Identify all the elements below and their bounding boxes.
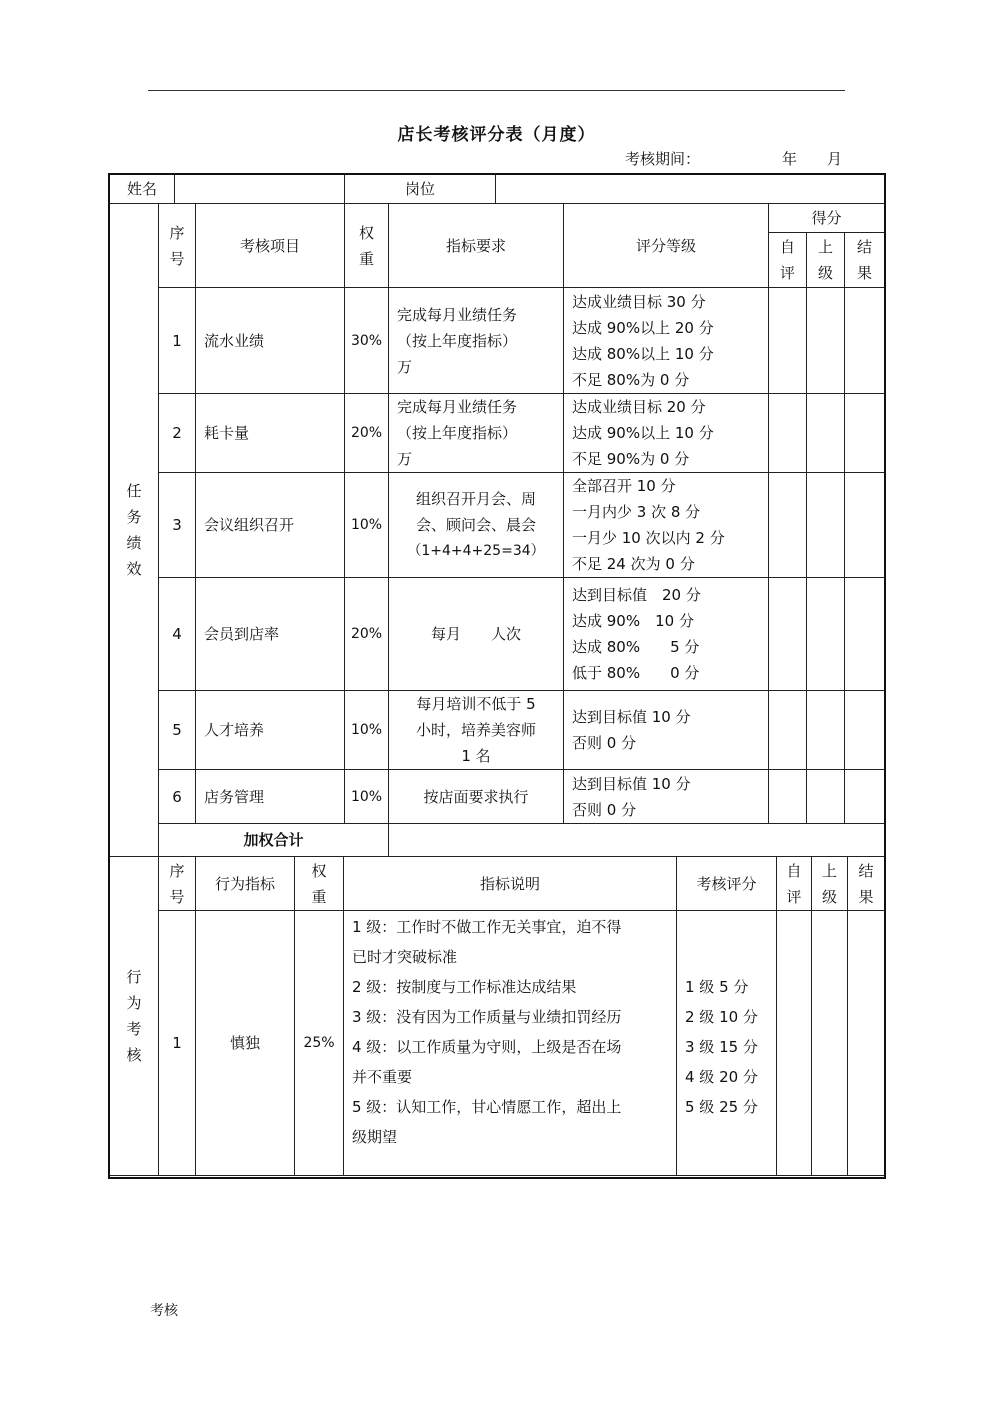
row-weight: 30% xyxy=(345,288,389,394)
result-score-cell[interactable] xyxy=(848,911,885,1176)
row-indicator: 慎独 xyxy=(196,911,295,1176)
col-weight: 权 重 xyxy=(295,857,344,911)
col-result: 结 果 xyxy=(848,857,885,911)
self-score-cell[interactable] xyxy=(769,691,807,770)
self-score-cell[interactable] xyxy=(769,473,807,578)
col-item: 考核项目 xyxy=(196,204,345,288)
table-row xyxy=(110,578,885,691)
page-title: 店长考核评分表（月度） xyxy=(397,125,596,145)
weighted-total-row xyxy=(110,824,885,857)
result-score-cell[interactable] xyxy=(845,394,885,473)
row-item: 耗卡量 xyxy=(196,394,345,473)
col-score: 得分 xyxy=(769,204,885,233)
header-rule xyxy=(148,90,845,91)
table-row xyxy=(110,288,885,394)
employee-info-table xyxy=(109,174,885,204)
task-section-label: 任 务 绩 效 xyxy=(110,204,159,857)
row-seq: 4 xyxy=(159,578,196,691)
table-row xyxy=(110,770,885,824)
row-evaluation: 1 级 5 分 2 级 10 分 3 级 15 分 4 级 20 分 5 级 25 分 xyxy=(677,911,777,1176)
period-month: 月 xyxy=(827,150,843,168)
result-score-cell[interactable] xyxy=(845,288,885,394)
self-score-cell[interactable] xyxy=(769,394,807,473)
row-weight: 20% xyxy=(345,394,389,473)
superior-score-cell[interactable] xyxy=(807,691,845,770)
result-score-cell[interactable] xyxy=(845,691,885,770)
post-field[interactable] xyxy=(496,175,885,204)
superior-score-cell[interactable] xyxy=(807,770,845,824)
period-label: 考核期间： xyxy=(625,150,701,168)
row-item: 流水业绩 xyxy=(196,288,345,394)
row-weight: 10% xyxy=(345,691,389,770)
row-weight: 10% xyxy=(345,473,389,578)
self-score-cell[interactable] xyxy=(777,911,812,1176)
superior-score-cell[interactable] xyxy=(807,473,845,578)
row-grading: 达到目标值 10 分 否则 0 分 xyxy=(564,691,769,770)
row-grading: 全部召开 10 分 一月内少 3 次 8 分 一月少 10 次以内 2 分 不足 24 次为 0 分 xyxy=(564,473,769,578)
row-requirement: 按店面要求执行 xyxy=(389,770,564,824)
col-superior: 上 级 xyxy=(807,233,845,288)
post-label: 岗位 xyxy=(345,175,496,204)
self-score-cell[interactable] xyxy=(769,288,807,394)
name-label: 姓名 xyxy=(110,175,175,204)
row-weight: 10% xyxy=(345,770,389,824)
period-year: 年 xyxy=(782,150,798,168)
row-seq: 5 xyxy=(159,691,196,770)
row-seq: 3 xyxy=(159,473,196,578)
superior-score-cell[interactable] xyxy=(807,394,845,473)
row-seq: 6 xyxy=(159,770,196,824)
col-requirement: 指标要求 xyxy=(389,204,564,288)
self-score-cell[interactable] xyxy=(769,770,807,824)
row-requirement: 组织召开月会、周 会、顾问会、晨会 （1+4+4+25=34） xyxy=(389,473,564,578)
col-indicator: 行为指标 xyxy=(196,857,295,911)
col-seq: 序 号 xyxy=(159,857,196,911)
col-seq: 序 号 xyxy=(159,204,196,288)
self-score-cell[interactable] xyxy=(769,578,807,691)
result-score-cell[interactable] xyxy=(845,473,885,578)
row-seq: 2 xyxy=(159,394,196,473)
col-evaluation: 考核评分 xyxy=(677,857,777,911)
row-grading: 达成业绩目标 20 分 达成 90%以上 10 分 不足 90%为 0 分 xyxy=(564,394,769,473)
col-result: 结 果 xyxy=(845,233,885,288)
row-requirement: 每月培训不低于 5 小时，培养美容师 1 名 xyxy=(389,691,564,770)
row-grading: 达成业绩目标 30 分 达成 90%以上 20 分 达成 80%以上 10 分 不足 80%为 0 分 xyxy=(564,288,769,394)
superior-score-cell[interactable] xyxy=(807,288,845,394)
table-row xyxy=(110,911,885,1176)
result-score-cell[interactable] xyxy=(845,770,885,824)
col-description: 指标说明 xyxy=(344,857,677,911)
row-grading: 达到目标值 20 分 达成 90% 10 分 达成 80% 5 分 低于 80% 0 分 xyxy=(564,578,769,691)
table-row xyxy=(110,691,885,770)
row-grading: 达到目标值 10 分 否则 0 分 xyxy=(564,770,769,824)
row-weight: 20% xyxy=(345,578,389,691)
task-performance-table xyxy=(109,203,885,857)
row-item: 会议组织召开 xyxy=(196,473,345,578)
col-superior: 上 级 xyxy=(812,857,848,911)
result-score-cell[interactable] xyxy=(845,578,885,691)
name-field[interactable] xyxy=(175,175,345,204)
row-item: 店务管理 xyxy=(196,770,345,824)
row-seq: 1 xyxy=(159,911,196,1176)
col-grading: 评分等级 xyxy=(564,204,769,288)
page-footer: 考核 xyxy=(150,1303,178,1319)
behavior-assessment-table xyxy=(109,856,885,1176)
table-row xyxy=(110,473,885,578)
col-self: 自 评 xyxy=(777,857,812,911)
superior-score-cell[interactable] xyxy=(812,911,848,1176)
row-requirement: 完成每月业绩任务 （按上年度指标） 万 xyxy=(389,394,564,473)
col-weight: 权 重 xyxy=(345,204,389,288)
row-weight: 25% xyxy=(295,911,344,1176)
row-item: 人才培养 xyxy=(196,691,345,770)
weighted-total-value[interactable] xyxy=(389,824,885,857)
row-seq: 1 xyxy=(159,288,196,394)
row-item: 会员到店率 xyxy=(196,578,345,691)
row-requirement: 每月 人次 xyxy=(389,578,564,691)
table-row xyxy=(110,394,885,473)
row-description: 1 级：工作时不做工作无关事宜，迫不得 已时才突破标准 2 级：按制度与工作标准达成结果 3 级：没有因为工作质量与业绩扣罚经历 4 级：以工作质量为守则，上级是否在场 并不重要 5 级：认知工作，甘心情愿工作，超出上 级期望 xyxy=(344,911,677,1176)
behavior-section-label: 行 为 考 核 xyxy=(110,857,159,1176)
row-requirement: 完成每月业绩任务 （按上年度指标） 万 xyxy=(389,288,564,394)
col-self: 自 评 xyxy=(769,233,807,288)
superior-score-cell[interactable] xyxy=(807,578,845,691)
weighted-total-label: 加权合计 xyxy=(159,824,389,857)
